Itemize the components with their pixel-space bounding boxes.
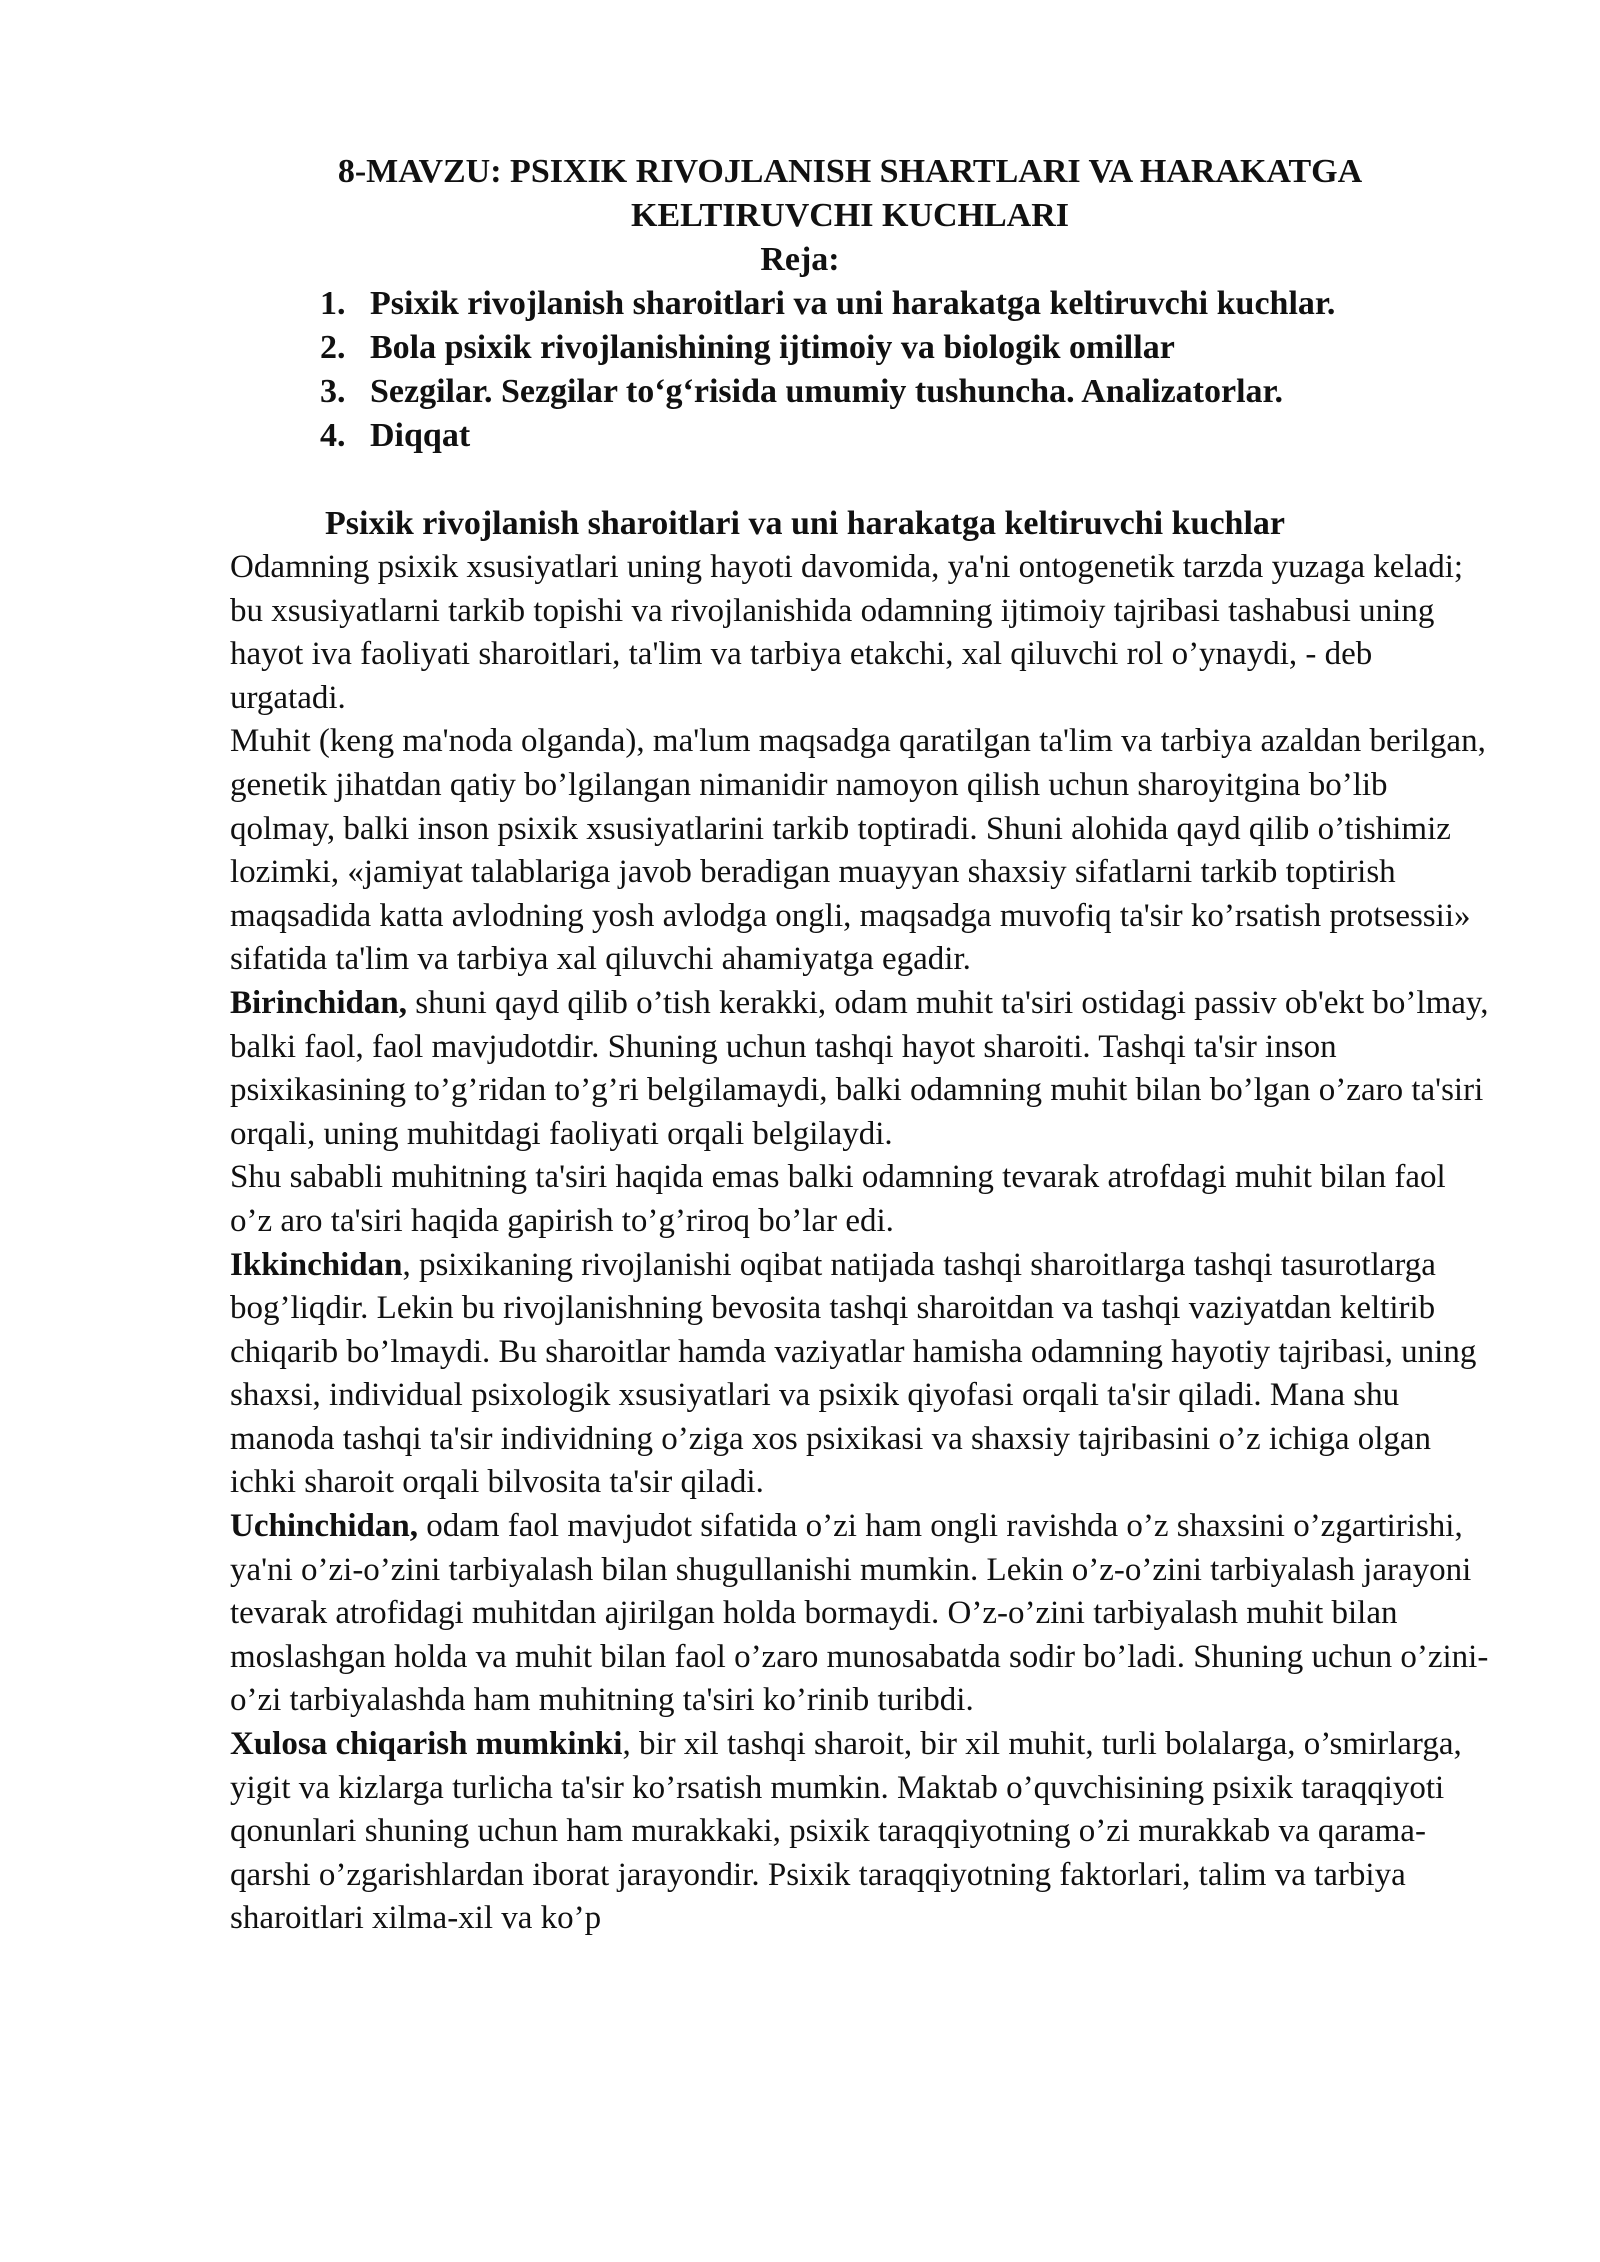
body-text [230, 546, 1490, 1941]
paragraph [230, 1723, 1490, 1941]
paragraph-text: Muhit (keng ma'noda olganda), ma'lum maqsadga qaratilgan ta'lim va tarbiya azaldan berilgan, genetik jihatdan qatiy bo’lgilangan nimanidir namoyon qilish uchun sharoyitgina bo’lib qolmay, balki inson psixik xsusiyatlarini tarkib toptiradi. Shuni alohida qayd qilib o’tishimiz lozimki, «jamiyat talablariga javob beradigan muayyan shaxsiy sifatlarni tarkib toptirish maqsadida katta avlodning yosh avlodga ongli, maqsadga muvofiq ta'sir ko’rsatish protsessii» sifatida ta'lim va tarbiya xal qiluvchi ahamiyatga egadir. [230, 723, 1486, 978]
plan-item-text: Sezgilar. Sezgilar to‘g‘risida umumiy tushuncha. Analizatorlar. [370, 373, 1284, 410]
plan-item [320, 414, 1520, 458]
paragraph-lead: Xulosa chiqarish mumkinki [230, 1726, 623, 1763]
plan-item-number: 4. [320, 417, 346, 454]
paragraph-text: odam faol mavjudot sifatida o’zi ham ongli ravishda o’z shaxsini o’zgartirishi, ya'ni o’zi-o’zini tarbiyalash bilan shugullanishi mumkin. Lekin o’z-o’zini tarbiyalash jarayoni tevarak atrofidagi muhitdan ajirilgan holda bormaydi. O’z-o’zini tarbiyalash muhit bilan moslashgan holda va muhit bilan faol o’zaro munosabatda sodir bo’ladi. Shuning uchun o’zini-o’zi tarbiyalashda ham muhitning ta'siri ko’rinib turibdi. [230, 1508, 1489, 1719]
paragraph [230, 982, 1490, 1156]
plan-heading: Reja: [760, 241, 840, 278]
paragraph [230, 546, 1490, 720]
paragraph-lead: Uchinchidan, [230, 1508, 418, 1545]
plan-item-text: Psixik rivojlanish sharoitlari va uni harakatga keltiruvchi kuchlar. [370, 285, 1336, 322]
paragraph-text: shuni qayd qilib o’tish kerakki, odam muhit ta'siri ostidagi passiv ob'ekt bo’lmay, balki faol, faol mavjudotdir. Shuning uchun tashqi hayot sharoiti. Tashqi ta'sir inson psixikasining to’g’ridan to’g’ri belgilamaydi, balki odamning muhit bilan bo’lgan o’zaro ta'siri orqali, uning muhitdagi faoliyati orqali belgilaydi. [230, 984, 1489, 1152]
plan-item [320, 326, 1520, 370]
plan-item-number: 3. [320, 373, 346, 410]
paragraph [230, 720, 1490, 982]
plan-item-number: 2. [320, 329, 346, 366]
paragraph-text: , psixikaning rivojlanishi oqibat natijada tashqi sharoitlarga tashqi tasurotlarga bog’liqdir. Lekin bu rivojlanishning bevosita tashqi sharoitdan va tashqi vaziyatdan keltirib chiqarib bo’lmaydi. Bu sharoitlar hamda vaziyatlar hamisha odamning hayotiy tajribasi, uning shaxsi, individual psixologik xsusiyatlari va psixik qiyofasi orqali ta'sir qiladi. Mana shu manoda tashqi ta'sir individning o’ziga xos psixikasi va shaxsiy tajribasini o’z ichiga olgan ichki sharoit orqali bilvosita ta'sir qiladi. [230, 1246, 1477, 1501]
plan-item [320, 282, 1520, 326]
plan-list [320, 282, 1520, 458]
plan-item-number: 1. [320, 285, 346, 322]
paragraph [230, 1244, 1490, 1506]
paragraph-lead: Ikkinchidan [230, 1246, 403, 1283]
paragraph [230, 1156, 1490, 1243]
section-heading: Psixik rivojlanish sharoitlari va uni harakatga keltiruvchi kuchlar [325, 505, 1285, 542]
document-title: 8-MAVZU: PSIXIK RIVOJLANISH SHARTLARI VA HARAKATGA KELTIRUVCHI KUCHLARI [337, 153, 1363, 234]
paragraph-text: Shu sababli muhitning ta'siri haqida emas balki odamning tevarak atrofdagi muhit bilan faol o’z aro ta'siri haqida gapirish to’g’riroq bo’lar edi. [230, 1159, 1446, 1239]
paragraph [230, 1505, 1490, 1723]
plan-item-text: Bola psixik rivojlanishining ijtimoiy va biologik omillar [370, 329, 1175, 366]
plan-item [320, 370, 1520, 414]
plan-item-text: Diqqat [370, 417, 471, 454]
paragraph-text: Odamning psixik xsusiyatlari uning hayoti davomida, ya'ni ontogenetik tarzda yuzaga keladi; bu xsusiyatlarni tarkib topishi va rivojlanishida odamning ijtimoiy tajribasi tashabusi uning hayot iva faoliyati sharoitlari, ta'lim va tarbiya etakchi, xal qiluvchi rol o’ynaydi, - deb urgatadi. [230, 549, 1464, 716]
paragraph-text: , bir xil tashqi sharoit, bir xil muhit, turli bolalarga, o’smirlarga, yigit va kizlarga turlicha ta'sir ko’rsatish mumkin. Maktab o’quvchisining psixik taraqqiyoti qonunlari shuning uchun ham murakkaki, psixik taraqqiyotning o’zi murakkab va qarama-qarshi o’zgarishlardan iborat jarayondir. Psixik taraqqiyotning faktorlari, talim va tarbiya sharoitlari xilma-xil va ko’p [230, 1726, 1462, 1937]
paragraph-lead: Birinchidan, [230, 984, 407, 1021]
